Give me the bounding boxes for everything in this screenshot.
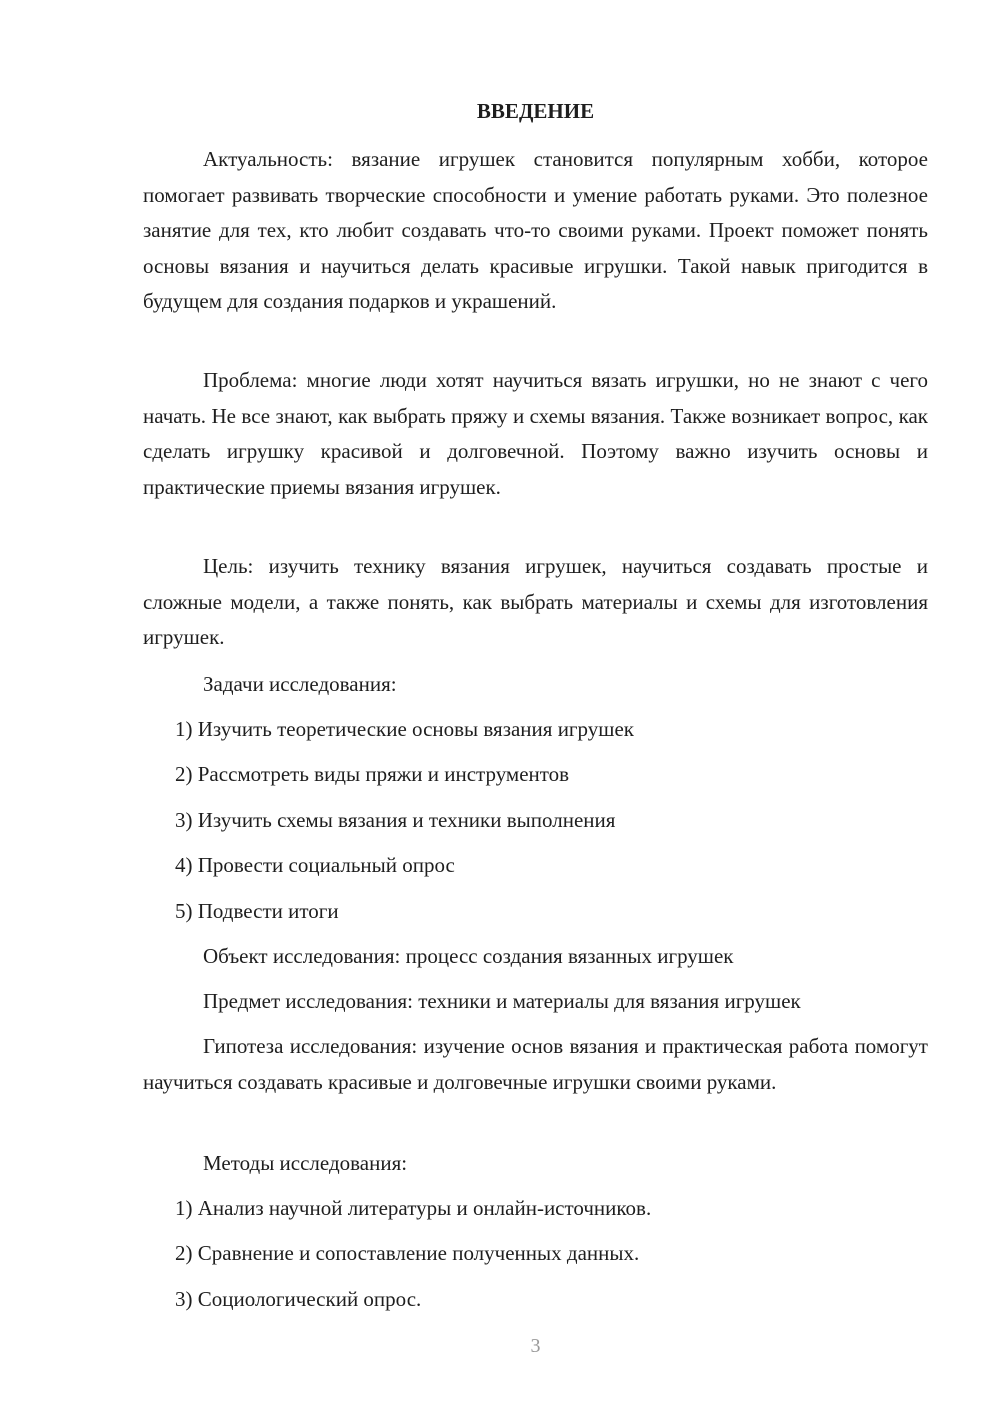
- paragraph-goal: Цель: изучить технику вязания игрушек, научиться создавать простые и сложные модели, а также понять, как выбрать материалы и схемы для изготовления игрушек.: [143, 554, 928, 650]
- section-heading: ВВЕДЕНИЕ: [476, 99, 595, 123]
- task-item: 4) Провести социальный опрос: [175, 853, 455, 877]
- methods-title: Методы исследования:: [203, 1151, 408, 1175]
- method-item: 1) Анализ научной литературы и онлайн-источников.: [175, 1196, 652, 1220]
- paragraph-relevance: Актуальность: вязание игрушек становится популярным хобби, которое помогает развивать творческие способности и умение работать руками. Это полезное занятие для тех, кто любит создавать что-то своими руками. Проект поможет понять основы вязания и научиться делать красивые игрушки. Такой навык пригодится в будущем для создания подарков и украшений.: [143, 147, 928, 314]
- method-item: 2) Сравнение и сопоставление полученных данных.: [175, 1241, 640, 1265]
- task-item: 5) Подвести итоги: [175, 899, 339, 923]
- research-subject: Предмет исследования: техники и материалы для вязания игрушек: [203, 989, 801, 1013]
- method-item: 3) Социологический опрос.: [175, 1287, 422, 1311]
- research-object: Объект исследования: процесс создания вязанных игрушек: [203, 944, 734, 968]
- paragraph-hypothesis: Гипотеза исследования: изучение основ вязания и практическая работа помогут научиться создавать красивые и долговечные игрушки своими руками.: [143, 1034, 928, 1094]
- paragraph-problem: Проблема: многие люди хотят научиться вязать игрушки, но не знают с чего начать. Не все знают, как выбрать пряжу и схемы вязания. Также возникает вопрос, как сделать игрушку красивой и долговечной. Поэтому важно изучить основы и практические приемы вязания игрушек.: [143, 368, 928, 499]
- tasks-title: Задачи исследования:: [203, 672, 397, 696]
- task-item: 3) Изучить схемы вязания и техники выполнения: [175, 808, 616, 832]
- task-item: 2) Рассмотреть виды пряжи и инструментов: [175, 762, 570, 786]
- page-number: 3: [530, 1335, 541, 1357]
- task-item: 1) Изучить теоретические основы вязания игрушек: [175, 717, 634, 741]
